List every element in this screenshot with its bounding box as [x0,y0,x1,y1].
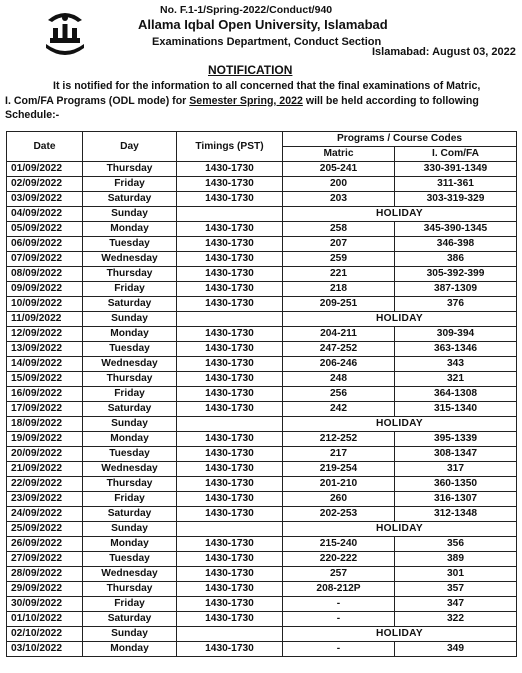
row-time: 1430-1730 [177,267,283,282]
row-matric: 256 [283,387,395,402]
row-time: 1430-1730 [177,192,283,207]
row-date: 19/09/2022 [7,432,83,447]
table-header-row [7,132,517,147]
row-matric: - [283,642,395,657]
table-row [7,597,517,612]
table-row [7,627,517,642]
row-date: 06/09/2022 [7,237,83,252]
header-programs: Programs / Course Codes [283,132,517,147]
row-matric: 212-252 [283,432,395,447]
table-row [7,642,517,657]
row-day: Thursday [83,267,177,282]
row-matric: 217 [283,447,395,462]
row-day: Monday [83,432,177,447]
table-row [7,537,517,552]
row-icom: 387-1309 [395,282,517,297]
row-date: 08/09/2022 [7,267,83,282]
row-icom: 346-398 [395,237,517,252]
row-day: Saturday [83,612,177,627]
row-icom: 363-1346 [395,342,517,357]
row-matric: 218 [283,282,395,297]
row-time: 1430-1730 [177,177,283,192]
row-matric: 206-246 [283,357,395,372]
header-icom: I. Com/FA [395,147,517,162]
table-row [7,177,517,192]
row-matric: 204-211 [283,327,395,342]
row-time: 1430-1730 [177,537,283,552]
row-date: 14/09/2022 [7,357,83,372]
table-row [7,222,517,237]
row-time: 1430-1730 [177,402,283,417]
row-icom: 343 [395,357,517,372]
row-date: 16/09/2022 [7,387,83,402]
row-day: Thursday [83,372,177,387]
row-day: Saturday [83,507,177,522]
row-holiday: HOLIDAY [283,522,517,537]
row-time-empty [177,522,283,537]
table-row [7,432,517,447]
table-row [7,297,517,312]
row-day: Sunday [83,417,177,432]
row-icom: 301 [395,567,517,582]
semester-name: Semester Spring, 2022 [189,94,303,107]
notification-body [5,79,515,123]
row-date: 03/10/2022 [7,642,83,657]
row-icom: 303-319-329 [395,192,517,207]
exam-schedule-table [6,131,517,657]
row-time: 1430-1730 [177,162,283,177]
row-matric: 202-253 [283,507,395,522]
row-matric: 257 [283,567,395,582]
row-date: 26/09/2022 [7,537,83,552]
row-day: Friday [83,177,177,192]
row-icom: 356 [395,537,517,552]
row-date: 12/09/2022 [7,327,83,342]
row-icom: 345-390-1345 [395,222,517,237]
row-matric: 258 [283,222,395,237]
university-crest-icon [40,8,90,58]
row-time-empty [177,417,283,432]
row-time: 1430-1730 [177,342,283,357]
row-time: 1430-1730 [177,432,283,447]
row-time: 1430-1730 [177,327,283,342]
row-icom: 347 [395,597,517,612]
row-day: Thursday [83,582,177,597]
row-time-empty [177,207,283,222]
row-matric: 215-240 [283,537,395,552]
table-row [7,342,517,357]
table-row [7,372,517,387]
table-row [7,507,517,522]
row-day: Tuesday [83,342,177,357]
row-date: 01/10/2022 [7,612,83,627]
row-icom: 386 [395,252,517,267]
university-name: Allama Iqbal Open University, Islamabad [138,17,388,32]
row-date: 22/09/2022 [7,477,83,492]
body-line-2-start: I. Com/FA Programs (ODL mode) for [5,94,190,107]
row-day: Wednesday [83,462,177,477]
row-day: Saturday [83,192,177,207]
row-day: Friday [83,492,177,507]
row-icom: 308-1347 [395,447,517,462]
row-icom: 317 [395,462,517,477]
row-matric: 201-210 [283,477,395,492]
table-row [7,582,517,597]
row-time: 1430-1730 [177,492,283,507]
row-date: 04/09/2022 [7,207,83,222]
schedule-body [7,162,517,657]
row-icom: 389 [395,552,517,567]
row-date: 23/09/2022 [7,492,83,507]
row-day: Friday [83,282,177,297]
table-row [7,417,517,432]
notification-heading: NOTIFICATION [208,63,293,77]
row-date: 05/09/2022 [7,222,83,237]
row-time: 1430-1730 [177,297,283,312]
row-icom: 305-392-399 [395,267,517,282]
row-date: 10/09/2022 [7,297,83,312]
row-matric: 208-212P [283,582,395,597]
row-icom: 360-1350 [395,477,517,492]
row-time: 1430-1730 [177,477,283,492]
row-matric: 221 [283,267,395,282]
row-time: 1430-1730 [177,282,283,297]
row-date: 15/09/2022 [7,372,83,387]
body-line-3: Schedule:- [5,109,60,121]
row-icom: 322 [395,612,517,627]
row-time: 1430-1730 [177,222,283,237]
row-matric: 207 [283,237,395,252]
row-time: 1430-1730 [177,507,283,522]
row-day: Wednesday [83,567,177,582]
row-holiday: HOLIDAY [283,627,517,642]
row-day: Saturday [83,297,177,312]
row-time: 1430-1730 [177,597,283,612]
row-matric: 248 [283,372,395,387]
row-matric: 219-254 [283,462,395,477]
row-date: 24/09/2022 [7,507,83,522]
body-line-2-end: will be held according to following [302,94,479,107]
row-icom: 311-361 [395,177,517,192]
row-matric: 220-222 [283,552,395,567]
row-matric: 203 [283,192,395,207]
table-row [7,207,517,222]
row-icom: 349 [395,642,517,657]
row-date: 02/10/2022 [7,627,83,642]
row-matric: - [283,612,395,627]
row-time: 1430-1730 [177,372,283,387]
table-row [7,447,517,462]
row-date: 13/09/2022 [7,342,83,357]
table-row [7,252,517,267]
row-holiday: HOLIDAY [283,207,517,222]
row-date: 02/09/2022 [7,177,83,192]
table-row [7,462,517,477]
row-time: 1430-1730 [177,552,283,567]
row-day: Monday [83,222,177,237]
row-day: Sunday [83,627,177,642]
header-date: Date [7,132,83,162]
row-date: 21/09/2022 [7,462,83,477]
row-icom: 395-1339 [395,432,517,447]
row-day: Wednesday [83,252,177,267]
header-day: Day [83,132,177,162]
row-date: 28/09/2022 [7,567,83,582]
row-day: Monday [83,642,177,657]
table-row [7,552,517,567]
table-row [7,162,517,177]
row-matric: 259 [283,252,395,267]
row-holiday: HOLIDAY [283,417,517,432]
row-date: 01/09/2022 [7,162,83,177]
table-row [7,492,517,507]
row-time: 1430-1730 [177,387,283,402]
row-time: 1430-1730 [177,567,283,582]
row-icom: 330-391-1349 [395,162,517,177]
row-icom: 357 [395,582,517,597]
row-time: 1430-1730 [177,612,283,627]
row-matric: 205-241 [283,162,395,177]
table-row [7,237,517,252]
row-matric: - [283,597,395,612]
table-row [7,387,517,402]
row-time: 1430-1730 [177,462,283,477]
row-day: Tuesday [83,237,177,252]
row-day: Tuesday [83,552,177,567]
table-row [7,312,517,327]
row-time-empty [177,627,283,642]
row-holiday: HOLIDAY [283,312,517,327]
row-day: Sunday [83,207,177,222]
table-row [7,267,517,282]
table-row [7,477,517,492]
row-time: 1430-1730 [177,357,283,372]
department-name: Examinations Department, Conduct Section [152,36,382,48]
row-matric: 242 [283,402,395,417]
table-row [7,327,517,342]
row-icom: 312-1348 [395,507,517,522]
row-time: 1430-1730 [177,582,283,597]
table-row [7,192,517,207]
body-line-1: It is notified for the information to all concerned that the final examinations of Matric, [53,80,481,92]
row-icom: 316-1307 [395,492,517,507]
row-day: Saturday [83,402,177,417]
row-day: Thursday [83,477,177,492]
row-date: 27/09/2022 [7,552,83,567]
row-day: Tuesday [83,447,177,462]
row-icom: 376 [395,297,517,312]
row-day: Wednesday [83,357,177,372]
row-matric: 200 [283,177,395,192]
table-row [7,567,517,582]
row-matric: 247-252 [283,342,395,357]
row-day: Thursday [83,162,177,177]
row-day: Monday [83,537,177,552]
row-icom: 321 [395,372,517,387]
row-date: 03/09/2022 [7,192,83,207]
row-time: 1430-1730 [177,252,283,267]
row-date: 07/09/2022 [7,252,83,267]
row-date: 17/09/2022 [7,402,83,417]
table-row [7,402,517,417]
header-matric: Matric [283,147,395,162]
table-row [7,612,517,627]
row-date: 30/09/2022 [7,597,83,612]
table-row [7,357,517,372]
header-timings: Timings (PST) [177,132,283,162]
body-line-2 [5,94,515,109]
row-icom: 364-1308 [395,387,517,402]
row-day: Sunday [83,312,177,327]
row-icom: 309-394 [395,327,517,342]
row-date: 18/09/2022 [7,417,83,432]
row-time-empty [177,312,283,327]
row-date: 09/09/2022 [7,282,83,297]
row-day: Friday [83,597,177,612]
row-date: 25/09/2022 [7,522,83,537]
row-date: 29/09/2022 [7,582,83,597]
row-icom: 315-1340 [395,402,517,417]
row-day: Sunday [83,522,177,537]
row-time: 1430-1730 [177,642,283,657]
row-matric: 260 [283,492,395,507]
table-row [7,282,517,297]
row-time: 1430-1730 [177,447,283,462]
row-day: Monday [83,327,177,342]
table-row [7,522,517,537]
row-date: 20/09/2022 [7,447,83,462]
reference-number: No. F.1-1/Spring-2022/Conduct/940 [160,4,333,16]
row-day: Friday [83,387,177,402]
place-date: Islamabad: August 03, 2022 [372,46,516,58]
row-matric: 209-251 [283,297,395,312]
row-date: 11/09/2022 [7,312,83,327]
row-time: 1430-1730 [177,237,283,252]
